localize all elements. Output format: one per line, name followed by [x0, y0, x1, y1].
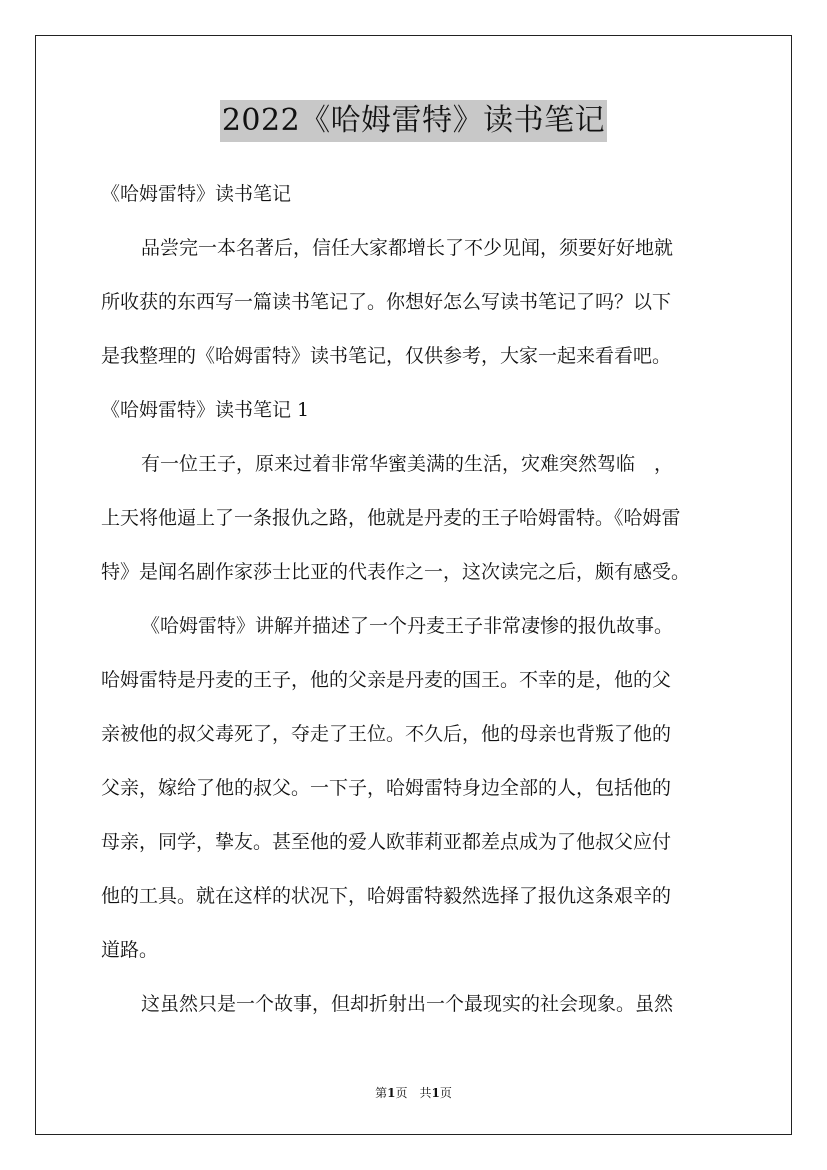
footer-total-pages: 1 [431, 1086, 440, 1100]
footer-middle: 页 共 [395, 1086, 432, 1100]
paragraph-line: 母亲，同学，挚友。甚至他的爱人欧菲莉亚都差点成为了他叔父应付 [101, 831, 672, 853]
section-heading: 《哈姆雷特》读书笔记 [101, 183, 292, 205]
paragraph-line: 上天将他逼上了一条报仇之路，他就是丹麦的王子哈姆雷特。《哈姆雷 [101, 507, 681, 529]
paragraph-line: 他的工具。就在这样的状况下，哈姆雷特毅然选择了报仇这条艰辛的 [101, 885, 672, 907]
paragraph-line: 特》是闻名剧作家莎士比亚的代表作之一，这次读完之后，颇有感受。 [101, 561, 691, 583]
footer-page-number: 1 [387, 1086, 396, 1100]
footer-prefix: 第 [375, 1086, 388, 1100]
title-text: 2022《哈姆雷特》读书笔记 [220, 100, 607, 142]
footer-suffix: 页 [439, 1086, 452, 1100]
paragraph-line: 这虽然只是一个故事，但却折射出一个最现实的社会现象。虽然 [141, 993, 674, 1015]
paragraph-line: 亲被他的叔父毒死了，夺走了王位。不久后，他的母亲也背叛了他的 [101, 723, 672, 745]
paragraph-line: 是我整理的《哈姆雷特》读书笔记，仅供参考，大家一起来看看吧。 [101, 345, 672, 367]
paragraph-line: 《哈姆雷特》讲解并描述了一个丹麦王子非常凄惨的报仇故事。 [141, 615, 674, 637]
document-title [0, 100, 827, 142]
paragraph-line: 有一位王子，原来过着非常华蜜美满的生活，灾难突然驾临 ， [141, 453, 674, 475]
section-heading: 《哈姆雷特》读书笔记 1 [101, 399, 310, 421]
paragraph-line: 道路。 [101, 939, 159, 961]
paragraph-line: 所收获的东西写一篇读书笔记了。你想好怎么写读书笔记了吗？以下 [101, 291, 672, 313]
page-footer [0, 1084, 827, 1101]
paragraph-line: 哈姆雷特是丹麦的王子，他的父亲是丹麦的国王。不幸的是，他的父 [101, 669, 672, 691]
paragraph-line: 父亲，嫁给了他的叔父。一下子，哈姆雷特身边全部的人，包括他的 [101, 777, 672, 799]
paragraph-line: 品尝完一本名著后，信任大家都增长了不少见闻，须要好好地就 [141, 237, 674, 259]
